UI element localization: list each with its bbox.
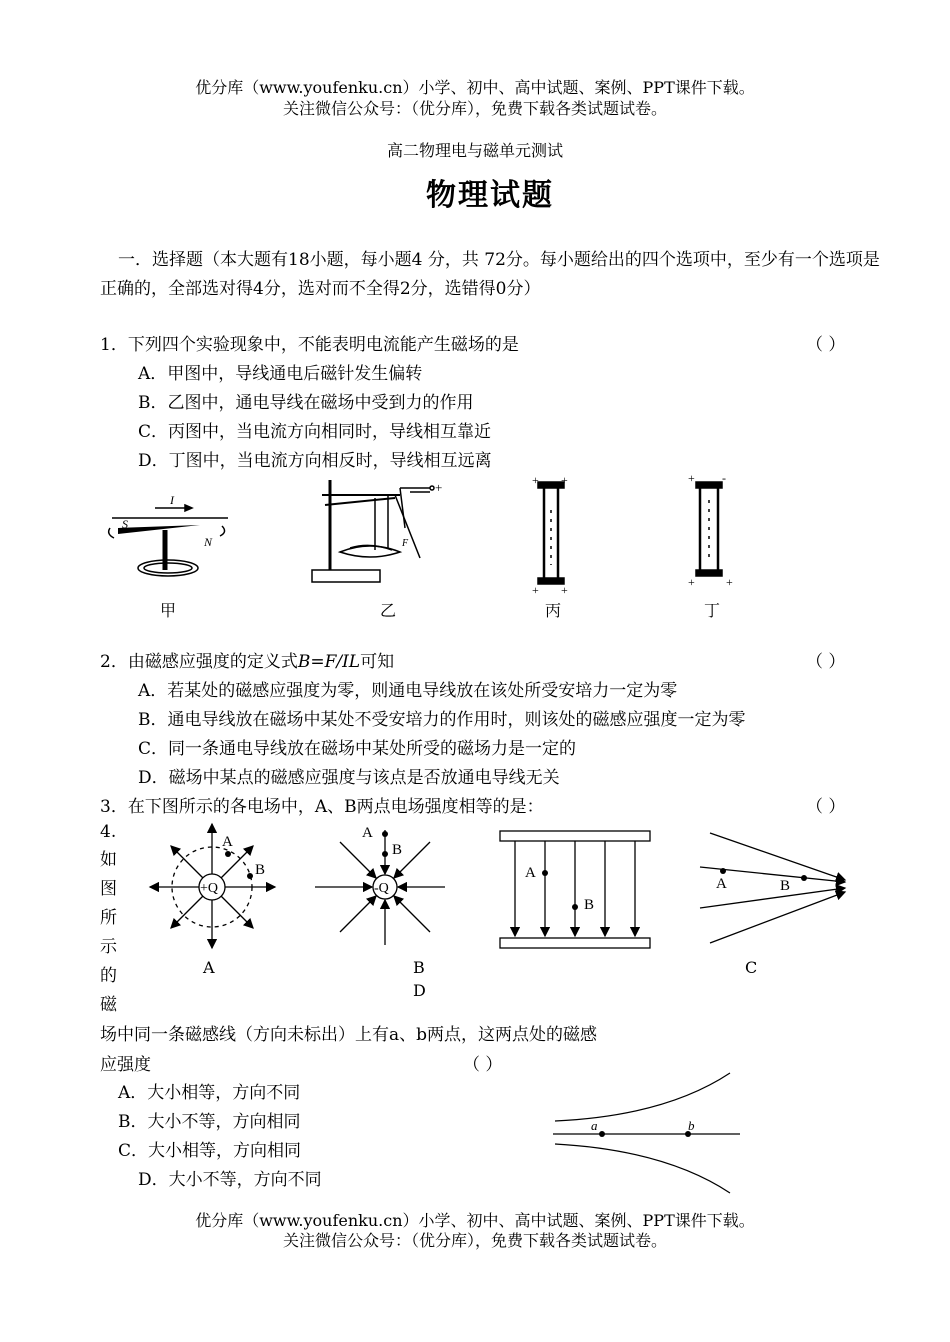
- q4-number: 4.: [100, 822, 117, 842]
- q3b-charge: -Q: [374, 881, 389, 896]
- q4-label-b: b: [688, 1118, 695, 1133]
- header-line-1: 优分库（www.youfenku.cn）小学、初中、高中试题、案例、PPT课件下载。: [195, 78, 755, 97]
- figure-ding: [696, 482, 722, 576]
- q3a-point-b: [247, 873, 253, 879]
- q4-bracket: （ ）: [463, 1055, 503, 1075]
- q2-option-c: C．同一条通电导线放在磁场中某处所受的磁场力是一定的: [138, 739, 577, 759]
- q3b-label-a: A: [362, 825, 373, 841]
- q4-vchar-1: 如: [100, 850, 117, 870]
- fig-bing-plus-3: +: [532, 583, 539, 597]
- q2-stem: [100, 647, 394, 672]
- figure-yi: [312, 480, 434, 582]
- q1-option-a: A．甲图中，导线通电后磁针发生偏转: [138, 364, 423, 384]
- q4-vertical-text: [100, 846, 122, 1020]
- q4-option-a: A．大小相等，方向不同: [118, 1083, 301, 1103]
- fig-yi-f-label: F: [402, 538, 409, 549]
- q4-stem-line1: 场中同一条磁感线（方向未标出）上有a、b两点，这两点处的磁感: [100, 1025, 598, 1045]
- q3-caption-d: D: [413, 981, 426, 1000]
- q3a-label-b: B: [255, 862, 266, 878]
- footer-line-2: 关注微信公众号：（优分库），免费下载各类试题试卷。: [282, 1231, 667, 1250]
- q3-figure-c: [500, 831, 650, 948]
- q3a-charge: +Q: [200, 881, 219, 896]
- q1-option-b: B．乙图中，通电导线在磁场中受到力的作用: [138, 393, 474, 413]
- q2-option-d: D．磁场中某点的磁感应强度与该点是否放通电导线无关: [138, 768, 560, 788]
- q1-figures: [100, 470, 760, 620]
- q3c-label-b: B: [584, 897, 595, 913]
- page-title: 物理试题: [426, 178, 554, 213]
- fig-caption-bing: 丙: [545, 601, 562, 620]
- fig-ding-plus-3: +: [726, 575, 733, 589]
- q1-option-d: D．丁图中，当电流方向相反时，导线相互远离: [138, 451, 492, 471]
- fig-jia-n-label: N: [204, 535, 213, 549]
- q2-option-b: B．通电导线放在磁场中某处不受安培力的作用时，则该处的磁感应强度一定为零: [138, 710, 746, 730]
- fig-ding-minus-1: -: [722, 471, 726, 485]
- q3b-point-b: [382, 851, 388, 857]
- q3b-label-b: B: [392, 842, 403, 858]
- q3c-label-a: A: [525, 865, 536, 881]
- footer-line-1: 优分库（www.youfenku.cn）小学、初中、高中试题、案例、PPT课件下载。: [195, 1211, 755, 1230]
- fig-bing-plus-2: +: [561, 473, 568, 487]
- section-intro: 一．选择题（本大题有18小题，每小题4 分，共 72分。每小题给出的四个选项中，至少有一个选项是正确的，全部选对得4分，选对而不全得2分，选错得0分）: [100, 250, 880, 299]
- fig-jia-s-label: S: [122, 517, 128, 531]
- fig-caption-jia: 甲: [160, 601, 177, 620]
- q4-vchar-6: 磁: [100, 995, 117, 1015]
- fig-ding-plus-1: +: [688, 471, 695, 485]
- q3d-label-b: B: [780, 878, 791, 894]
- q4-stem-line2: 应强度: [100, 1055, 151, 1075]
- q3a-label-a: A: [222, 834, 233, 850]
- q4-figure: [545, 1068, 755, 1198]
- q3-caption-c: C: [745, 958, 758, 977]
- fig-bing-plus-1: +: [532, 473, 539, 487]
- q3d-point-b: [801, 875, 807, 881]
- fig-caption-ding: 丁: [704, 601, 721, 620]
- q4-vchar-4: 示: [100, 937, 117, 957]
- fig-jia-current-label: I: [170, 493, 174, 507]
- q4-vchar-3: 所: [100, 908, 117, 928]
- subtitle: 高二物理电与磁单元测试: [386, 141, 563, 160]
- q3a-point-a: [225, 851, 231, 857]
- q4-point-a: [599, 1131, 605, 1137]
- q4-option-b: B．大小不等，方向相同: [118, 1112, 301, 1132]
- q4-option-d: D．大小不等，方向不同: [138, 1170, 322, 1190]
- q3-stem: 3．在下图所示的各电场中，A、B两点电场强度相等的是：: [100, 797, 544, 817]
- q3-bracket: （ ）: [806, 797, 846, 817]
- q1-stem: 1．下列四个实验现象中，不能表明电流能产生磁场的是: [100, 335, 519, 355]
- q3c-point-a: [542, 870, 548, 876]
- q2-stem-prefix: 2．由磁感应强度的定义式: [100, 652, 298, 672]
- q3d-label-a: A: [716, 876, 727, 892]
- q2-bracket: （ ）: [806, 652, 846, 672]
- q1-option-c: C．丙图中，当电流方向相同时，导线相互靠近: [138, 422, 492, 442]
- q2-stem-suffix: 可知: [360, 652, 395, 672]
- fig-caption-yi: 乙: [380, 601, 397, 620]
- fig-yi-plus: +: [435, 480, 443, 495]
- q3-caption-a: A: [203, 958, 215, 977]
- fig-bing-plus-4: +: [561, 583, 568, 597]
- q2-option-a: A．若某处的磁感应强度为零，则通电导线放在该处所受安培力一定为零: [138, 681, 678, 701]
- fig-ding-plus-2: +: [688, 575, 695, 589]
- q3c-point-b: [572, 904, 578, 910]
- q3-figures: [140, 820, 860, 960]
- q2-formula: B=F/IL: [297, 652, 361, 672]
- q1-bracket: （ ）: [806, 335, 846, 355]
- q3b-point-a: [382, 831, 388, 837]
- q3-caption-b: B: [413, 958, 425, 977]
- q4-option-c: C．大小相等，方向相同: [118, 1141, 302, 1161]
- header-line-2: 关注微信公众号：（优分库），免费下载各类试题试卷。: [282, 99, 667, 118]
- q4-vchar-2: 图: [100, 879, 117, 899]
- q3d-point-a: [720, 868, 726, 874]
- figure-bing: [538, 482, 564, 584]
- q4-label-a: a: [591, 1118, 598, 1133]
- q4-vchar-5: 的: [100, 966, 117, 986]
